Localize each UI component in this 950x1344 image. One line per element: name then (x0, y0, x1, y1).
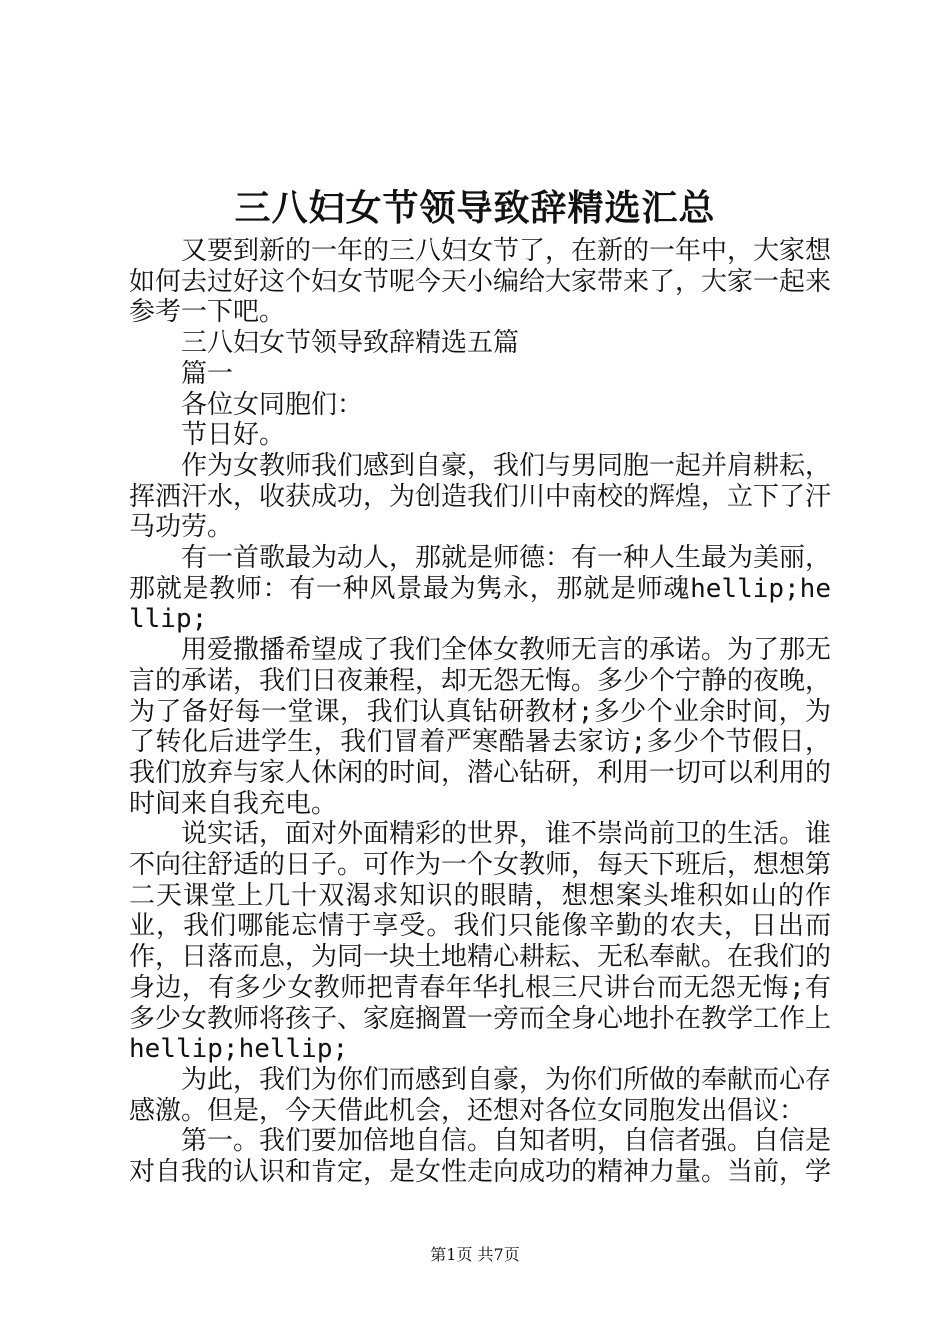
paragraph: 有一首歌最为动人，那就是师德：有一种人生最为美丽，那就是教师：有一种风景最为隽永，那就是师魂hellip;hellip; (129, 543, 832, 635)
page-footer: 第1页 共7页 (430, 1245, 520, 1264)
salutation: 各位女同胞们： (181, 389, 364, 420)
document-body (129, 236, 831, 1188)
paragraph: 第一。我们要加倍地自信。自知者明，自信者强。自信是对自我的认识和肯定，是女性走向成功的精神力量。当前，学 (129, 1126, 832, 1188)
paragraph: 为此，我们为你们而感到自豪，为你们所做的奉献而心存感激。但是，今天借此机会，还想对各位女同胞发出倡议： (129, 1064, 832, 1126)
document-title: 三八妇女节领导致辞精选汇总 (234, 187, 716, 229)
section-heading: 篇一 (181, 358, 234, 389)
greeting: 节日好。 (181, 420, 286, 451)
paragraph: 作为女教师我们感到自豪，我们与男同胞一起并肩耕耘，挥洒汗水，收获成功，为创造我们川中南校的辉煌，立下了汗马功劳。 (129, 450, 832, 543)
paragraph: 说实话，面对外面精彩的世界，谁不崇尚前卫的生活。谁不向往舒适的日子。可作为一个女教师，每天下班后，想想第二天课堂上几十双渴求知识的眼睛，想想案头堆积如山的作业，我们哪能忘情于享受。我们只能像辛勤的农夫，日出而作，日落而息，为同一块土地精心耕耘、无私奉献。在我们的身边，有多少女教师把青春年华扎根三尺讲台而无怨无悔;有多少女教师将孩子、家庭搁置一旁而全身心地扑在教学工作上hellip;hellip; (129, 819, 832, 1065)
paragraph: 用爱撒播希望成了我们全体女教师无言的承诺。为了那无言的承诺，我们日夜兼程，却无怨无悔。多少个宁静的夜晚，为了备好每一堂课，我们认真钻研教材;多少个业余时间，为了转化后进学生，我们冒着严寒酷暑去家访;多少个节假日，我们放弃与家人休闲的时间，潜心钻研，利用一切可以利用的时间来自我充电。 (129, 635, 832, 819)
subtitle-paragraph: 三八妇女节领导致辞精选五篇 (181, 328, 520, 359)
paragraph: 又要到新的一年的三八妇女节了，在新的一年中，大家想如何去过好这个妇女节呢今天小编给大家带来了，大家一起来参考一下吧。 (129, 236, 832, 328)
